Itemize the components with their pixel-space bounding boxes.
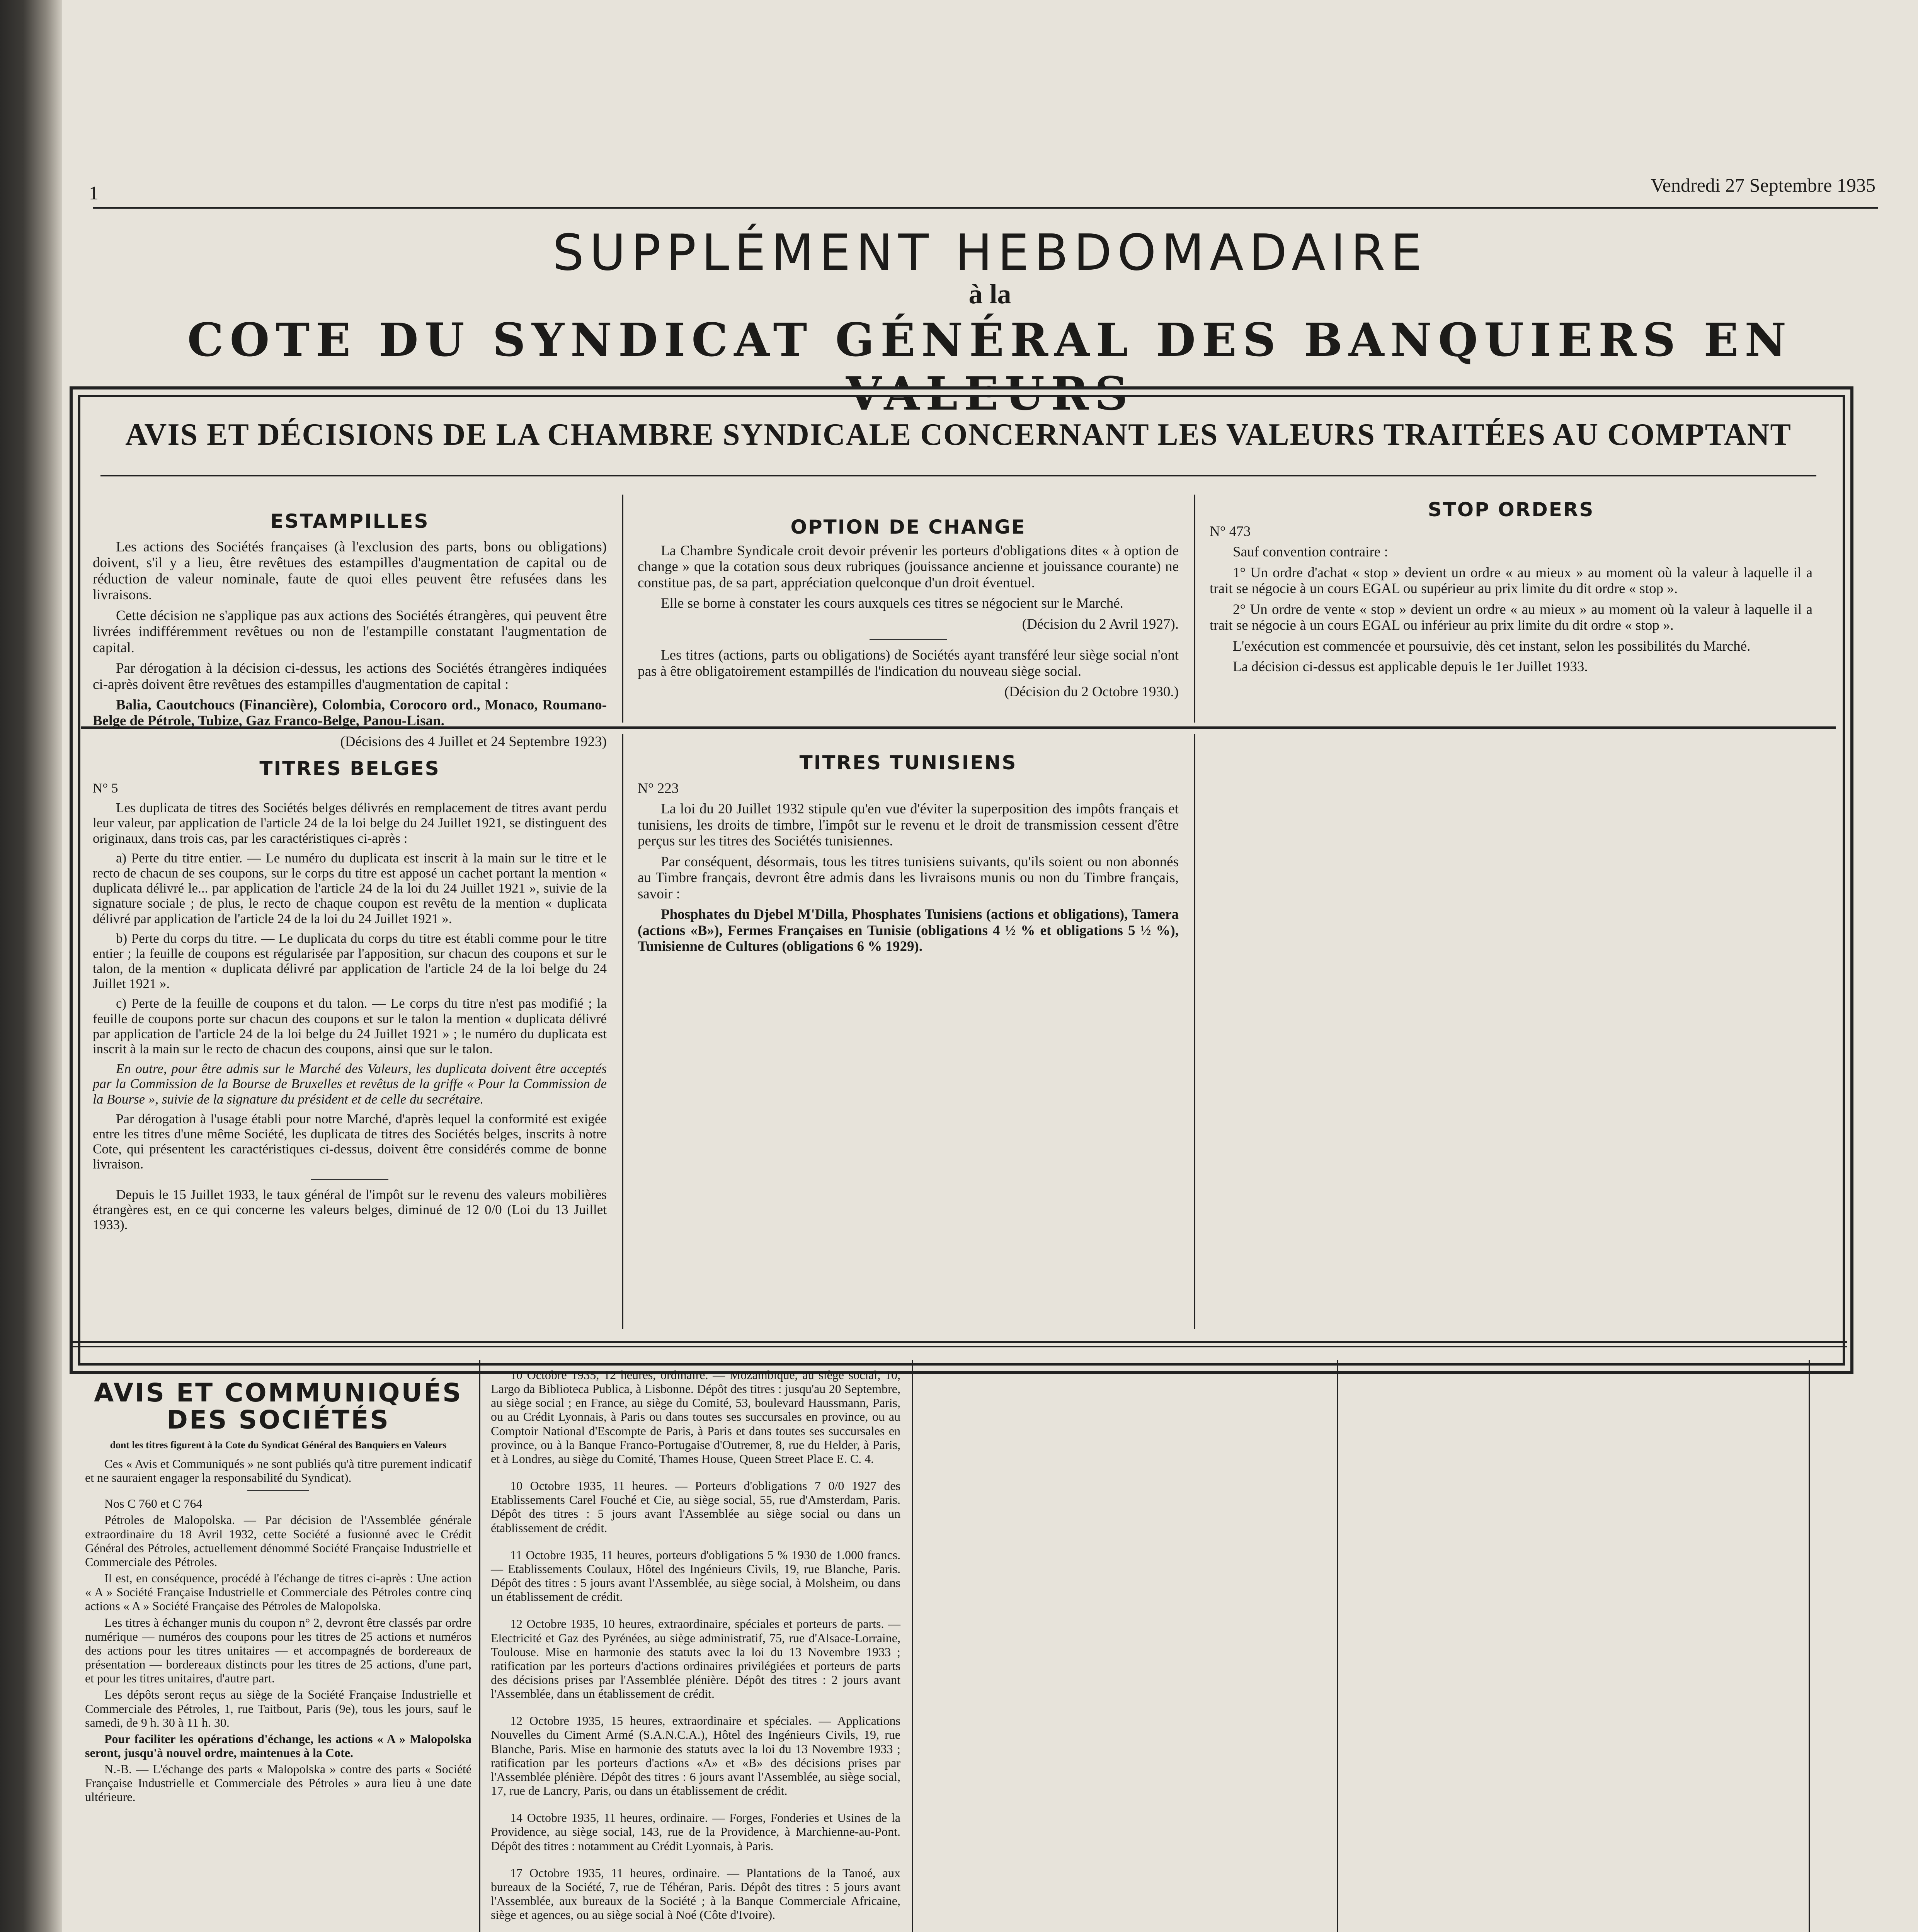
tunisiens-p2: Par conséquent, désormais, tous les titres tunisiens suivants, qu'ils soient ou non abonnés au Timbre français, devront être admis dans les livraisons munis ou non du Timbre français, savoir : bbox=[638, 854, 1179, 902]
convocations-right bbox=[491, 1368, 900, 1932]
belges-p2: a) Perte du titre entier. — Le numéro du duplicata est inscrit à la main sur le titre et le recto de chacun de ses coupons, sur le corps du titre est apposé un cachet portant la mention « duplicata délivré le... par application de l'article 24 de la loi du 24 Juillet 1921 », suivie de la signature sociale ; de plus, le recto de chaque coupon est revêtu de la mention « duplicata délivré par application de l'article 24 de la loi du 24 Juillet 1921 ». bbox=[93, 850, 607, 926]
avis-soc-p4: Les dépôts seront reçus au siège de la Société Française Industrielle et Commerciale des Pétroles, 1, rue Taitbout, Paris (9e), tous les jours, sauf le samedi, de 9 h. 30 à 11 h. 30. bbox=[85, 1687, 471, 1730]
stop-intro: Sauf convention contraire : bbox=[1233, 544, 1388, 560]
stop-p4: La décision ci-dessus est applicable depuis le 1er Juillet 1933. bbox=[1233, 659, 1588, 675]
avis-soc-text bbox=[85, 1457, 471, 1806]
page-number: 1 bbox=[89, 182, 99, 204]
avis-soc-number: Nos C 760 et C 764 bbox=[104, 1497, 203, 1511]
tunisiens-p1: La loi du 20 Juillet 1932 stipule qu'en vue d'éviter la superposition des impôts français et tunisiens, les droits de timbre, l'impôt sur le revenu et le droit de transmission cessent d'être perçus sur les titres des Sociétés tunisiennes. bbox=[638, 801, 1179, 849]
avis-soc-sub: dont les titres figurent à la Cote du Syndicat Général des Banquiers en Valeurs bbox=[110, 1439, 447, 1451]
convocation-item: 14 Octobre 1935, 11 heures, ordinaire. — Forges, Fonderies et Usines de la Providence, au siège social, 143, rue de la Providence, à Marchienne-au-Pont. Dépôt des titres : notamment au Crédit Lyonnais, à Paris. bbox=[491, 1811, 900, 1853]
col-divider bbox=[1194, 495, 1195, 723]
convocation-item: 10 Octobre 1935, 12 heures, ordinaire. — Mozambique, au siège social, 10, Largo da Biblioteca Publica, à Lisbonne. Dépôt des titres : jusqu'au 20 Septembre, au siège social ; en France, au siège du Comité, 53, boulevard Haussmann, Paris, ou au Crédit Lyonnais, à Paris ou dans toutes ses succursales en province, ou au Comptoir National d'Escompte de Paris, à Paris et dans toutes ses succursales en province, ou à la Banque Franco-Portugaise d'Outremer, 8, rue du Helder, à Paris, et à Londres, au siège du Comité, Thames House, Queen Street Place E. C. 4. bbox=[491, 1368, 900, 1466]
option-date1: (Décision du 2 Avril 1927). bbox=[1022, 616, 1179, 632]
estampilles-text bbox=[93, 539, 607, 754]
lower-rule bbox=[70, 1341, 1847, 1343]
avis-soc-p1: Pétroles de Malopolska. — Par décision de l'Assemblée générale extraordinaire du 18 Avril 1932, cette Société a fusionné avec le Crédit Général des Pétroles, actuellement dénommé Société Française Industrielle et Commerciale des Pétroles. bbox=[85, 1513, 471, 1569]
separator bbox=[870, 639, 947, 640]
option-p2: Elle se borne à constater les cours auxquels ces titres se négocient sur le Marché. bbox=[661, 595, 1123, 612]
tunisiens-p3: Phosphates du Djebel M'Dilla, Phosphates Tunisiens (actions et obligations), Tamera (actions «B»), Fermes Françaises en Tunisie (obligations 4 ½ % et obligations 5 ½ %), Tunisienne de Cultures (obligations 6 % 1929). bbox=[638, 906, 1179, 954]
title-a-la: à la bbox=[968, 279, 1011, 310]
avis-soc-p3: Les titres à échanger munis du coupon n° 2, devront être classés par ordre numérique — numéros des coupons pour les titres de 25 actions et numéros des actions pour les titres unitaires — et accompagnés de bordereaux de présentation — bordereaux distincts pour les titres de 25 actions, d'une part, et pour les titres unitaires, d'autre part. bbox=[85, 1615, 471, 1685]
avis-soc-intro: Ces « Avis et Communiqués » ne sont publiés qu'à titre purement indicatif et ne sauraient engager la responsabilité du Syndicat). bbox=[85, 1457, 471, 1485]
convocation-item: 11 Octobre 1935, 11 heures, porteurs d'obligations 5 % 1930 de 1.000 francs. — Etablissements Coulaux, Hôtel des Ingénieurs Civils, 19, rue Blanche, Paris. Dépôt des titres : 5 jours avant l'Assemblée, au siège social, à Molsheim, ou dans un établissement de crédit. bbox=[491, 1548, 900, 1604]
option-date2: (Décision du 2 Octobre 1930.) bbox=[1004, 684, 1179, 700]
issue-date: Vendredi 27 Septembre 1935 bbox=[1651, 174, 1875, 196]
tunisiens-text bbox=[638, 781, 1179, 959]
col-divider bbox=[479, 1360, 480, 1932]
tunisiens-heading: TITRES TUNISIENS bbox=[799, 752, 1017, 774]
col-divider bbox=[622, 734, 623, 1329]
newspaper-page bbox=[62, 0, 1918, 1932]
avis-soc-p5: Pour faciliter les opérations d'échange, les actions « A » Malopolska seront, jusqu'à nouvel ordre, maintenues à la Cote. bbox=[85, 1731, 471, 1760]
avis-soc-p2: Il est, en conséquence, procédé à l'échange de titres ci-après : Une action « A » Société Française Industrielle et Commerciale des Pétroles contre cinq actions « A » Société Française des Pétroles de Malopolska. bbox=[85, 1571, 471, 1613]
stop-text bbox=[1210, 524, 1812, 680]
option-text bbox=[638, 543, 1179, 705]
avis-soc-heading2: DES SOCIÉTÉS bbox=[167, 1405, 390, 1435]
col-divider bbox=[912, 1360, 913, 1932]
belges-p3: b) Perte du corps du titre. — Le duplicata du corps du titre est établi comme pour le titre entier ; la feuille de coupons est régularisée par l'apposition, sur chacun des coupons et sur le talon, de la mention « duplicata délivré par application de l'article 24 de la loi belge du 24 Juillet 1921 ». bbox=[93, 930, 607, 992]
avis-soc-heading1: AVIS ET COMMUNIQUÉS bbox=[94, 1378, 463, 1408]
header-rule bbox=[93, 207, 1878, 209]
belges-p5: En outre, pour être admis sur le Marché des Valeurs, les duplicata doivent être acceptés par la Commission de la Bourse de Bruxelles et revêtus de la griffe « Pour la Commission de la Bourse », suivie de la signature du président et de celle du secrétaire. bbox=[93, 1061, 607, 1107]
lower-rule bbox=[70, 1346, 1847, 1347]
estampilles-p3: Par dérogation à la décision ci-dessus, les actions des Sociétés étrangères indiquées ci-après doivent être revêtues des estampilles d'augmentation de capital : bbox=[93, 660, 607, 692]
col-divider bbox=[1194, 734, 1195, 1329]
separator bbox=[247, 1490, 309, 1491]
avis-banner: AVIS ET DÉCISIONS DE LA CHAMBRE SYNDICALE CONCERNANT LES VALEURS TRAITÉES AU COMPTANT bbox=[125, 418, 1792, 452]
title-cote: COTE DU SYNDICAT GÉNÉRAL DES BANQUIERS EN VALEURS bbox=[187, 313, 1793, 420]
estampilles-list: Balia, Caoutchoucs (Financière), Colombia, Corocoro ord., Monaco, Roumano-Belge de Pétrole, Tubize, Gaz Franco-Belge, Panou-Lisan. bbox=[93, 697, 607, 729]
col-divider bbox=[1809, 1360, 1810, 1932]
belges-p1: Les duplicata de titres des Sociétés belges délivrés en remplacement de titres avant perdu leur valeur, par application de l'article 24 de la loi belge du 24 Juillet 1921, se distinguent des originaux, dans trois cas, par les caractéristiques ci-après : bbox=[93, 800, 607, 846]
convocation-item: 17 Octobre 1935, 11 heures, ordinaire. — Plantations de la Tanoé, aux bureaux de la Société, 7, rue de Téhéran, Paris. Dépôt des titres : 5 jours avant l'Assemblée, aux bureaux de la Société ; à la Banque Commerciale Africaine, siège et agences, ou au siège social à Noé (Côte d'Ivoire). bbox=[491, 1866, 900, 1922]
option-p1: La Chambre Syndicale croit devoir prévenir les porteurs d'obligations dites « à option de change » que la cotation sous deux rubriques (jouissance ancienne et jouissance courante) ne constitue pas, de sa part, appréciation quelconque d'un droit éventuel. bbox=[638, 543, 1179, 591]
col-divider bbox=[622, 495, 623, 723]
convocation-item: 10 Octobre 1935, 11 heures. — Porteurs d'obligations 7 0/0 1927 des Etablissements Carel Fouché et Cie, au siège social, 55, rue d'Amsterdam, Paris. Dépôt des titres : 5 jours avant l'Assemblée au siège social ou dans un établissement de crédit. bbox=[491, 1479, 900, 1535]
estampilles-p2: Cette décision ne s'applique pas aux actions des Sociétés étrangères, qui peuvent être livrées indifféremment revêtues ou non de l'estampille constatant l'augmentation de capital. bbox=[93, 607, 607, 656]
title-supplement: SUPPLÉMENT HEBDOMADAIRE bbox=[552, 224, 1428, 282]
stop-p2: 2° Un ordre de vente « stop » devient un ordre « au mieux » au moment où la valeur à laquelle il a trait se négocie à un cours EGAL ou inférieur au prix limite du dit ordre « stop ». bbox=[1210, 601, 1812, 634]
separator bbox=[311, 1179, 388, 1180]
belges-heading: TITRES BELGES bbox=[259, 757, 440, 780]
avis-soc-p6: N.-B. — L'échange des parts « Malopolska » contre des parts « Société Française Industrielle et Commerciale des Pétroles » aura lieu à une date ultérieure. bbox=[85, 1762, 471, 1804]
belges-number: N° 5 bbox=[93, 781, 118, 796]
convocation-item: 12 Octobre 1935, 10 heures, extraordinaire, spéciales et porteurs de parts. — Electricité et Gaz des Pyrénées, au siège administratif, 75, rue d'Alsace-Lorraine, Toulouse. Mise en harmonie des statuts avec la loi du 13 Novembre 1933 ; ratification par les porteurs d'actions ordinaires privilégiées et porteurs de parts des décisions prises par l'Assemblée plénière. Dépôt des titres : 2 jours avant l'Assemblée, dans un établissement de crédit. bbox=[491, 1617, 900, 1701]
stop-p3: L'exécution est commencée et poursuivie, dès cet instant, selon les possibilités du Marché. bbox=[1233, 638, 1751, 654]
belges-p4: c) Perte de la feuille de coupons et du talon. — Le corps du titre n'est pas modifié ; la feuille de coupons porte sur chacun des coupons et sur le talon la mention « duplicata délivré par application de l'article 24 de la loi belge du 24 Juillet 1921 » ; le numéro du duplicata est inscrit à la main sur le recto de chacun des coupons, ainsi que sur le talon. bbox=[93, 996, 607, 1056]
banner-rule bbox=[100, 475, 1816, 476]
option-p3: Les titres (actions, parts ou obligations) de Sociétés ayant transféré leur siège social n'ont pas à être obligatoirement estampillés de l'indication du nouveau siège social. bbox=[638, 647, 1179, 679]
belges-p6: Par dérogation à l'usage établi pour notre Marché, d'après lequel la conformité est exigée entre les titres d'une même Société, les duplicata de titres des Sociétés belges, inscrits à notre Cote, qui présentent les caractéristiques ci-dessus, doivent être considérés comme de bonne livraison. bbox=[93, 1111, 607, 1172]
belges-text bbox=[93, 781, 607, 1237]
estampilles-p1: Les actions des Sociétés françaises (à l'exclusion des parts, bons ou obligations) doivent, s'il y a lieu, être revêtues des estampilles d'augmentation de capital ou de réduction de valeur nominale, faute de quoi elles peuvent être refusées dans les livraisons. bbox=[93, 539, 607, 603]
stop-heading: STOP ORDERS bbox=[1428, 498, 1595, 521]
scan-binding-edge bbox=[0, 0, 62, 1932]
estampilles-heading: ESTAMPILLES bbox=[270, 510, 429, 532]
convocation-item: 12 Octobre 1935, 15 heures, extraordinaire et spéciales. — Applications Nouvelles du Ciment Armé (S.A.N.C.A.), Hôtel des Ingénieurs Civils, 19, rue Blanche, Paris. Mise en harmonie des statuts avec la loi du 13 Novembre 1933 ; ratification par les porteurs d'actions «A» et «B» des décisions prises par l'Assemblée plénière. Dépôt des titres : 6 jours avant l'Assemblée, au siège social, 17, rue de Lancry, Paris, ou dans un établissement de crédit. bbox=[491, 1714, 900, 1798]
estampilles-date: (Décisions des 4 Juillet et 24 Septembre 1923) bbox=[340, 733, 607, 750]
stop-number: N° 473 bbox=[1210, 524, 1251, 539]
tunisiens-number: N° 223 bbox=[638, 781, 679, 796]
option-heading: OPTION DE CHANGE bbox=[790, 516, 1026, 538]
stop-p1: 1° Un ordre d'achat « stop » devient un ordre « au mieux » au moment où la valeur à laquelle il a trait se négocie à un cours EGAL ou supérieur au prix limite du dit ordre « stop ». bbox=[1210, 565, 1812, 597]
col-divider bbox=[1337, 1360, 1338, 1932]
belges-p7: Depuis le 15 Juillet 1933, le taux général de l'impôt sur le revenu des valeurs mobilières étrangères est, en ce qui concerne les valeurs belges, diminué de 12 0/0 (Loi du 13 Juillet 1933). bbox=[93, 1187, 607, 1232]
